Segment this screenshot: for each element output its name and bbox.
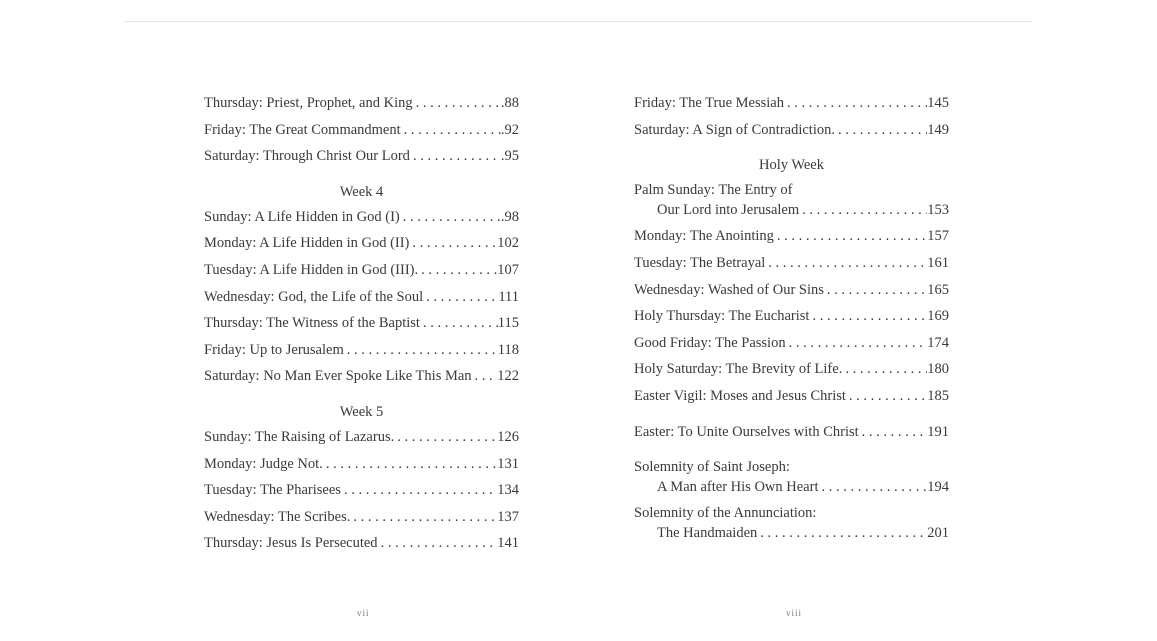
toc-entry[interactable] <box>204 535 519 562</box>
page-number: 137 <box>497 508 519 525</box>
page-number: 115 <box>497 315 519 332</box>
entry-title: Tuesday: The Pharisees <box>204 482 341 499</box>
entry-title: Friday: The Great Commandment <box>204 121 401 138</box>
dot-leader <box>341 482 497 499</box>
toc-entry[interactable] <box>204 429 519 456</box>
dot-leader <box>799 202 927 219</box>
page-number: 122 <box>497 368 519 385</box>
entry-title: Friday: The True Messiah <box>634 95 784 111</box>
dot-leader <box>472 368 498 385</box>
left-page-contents <box>204 95 519 562</box>
entry-title: Saturday: Through Christ Our Lord <box>204 148 410 165</box>
entry-title: Monday: The Anointing <box>634 228 774 245</box>
dot-leader <box>824 282 927 299</box>
entry-title: Easter: To Unite Ourselves with Christ <box>634 423 859 440</box>
toc-entry[interactable] <box>204 209 519 236</box>
toc-entry[interactable] <box>204 262 519 289</box>
entry-continuation <box>634 479 949 506</box>
dot-leader <box>413 95 501 112</box>
page-number: 194 <box>927 478 949 495</box>
dot-leader <box>409 235 497 252</box>
toc-entry[interactable] <box>204 342 519 369</box>
page-number: 174 <box>927 334 949 351</box>
toc-entry[interactable] <box>204 482 519 509</box>
entry-title: Saturday: A Sign of Contradiction. <box>634 121 835 138</box>
toc-entry[interactable] <box>634 335 949 362</box>
toc-entry[interactable] <box>634 122 949 149</box>
page-number: .98 <box>500 208 519 225</box>
page-number: 191 <box>927 423 949 440</box>
page-number: .95 <box>500 148 519 165</box>
dot-leader <box>859 424 928 441</box>
toc-entry[interactable] <box>204 235 519 262</box>
toc-entry[interactable] <box>634 308 949 335</box>
toc-entry[interactable] <box>204 95 519 122</box>
dot-leader <box>818 479 927 496</box>
page-number: .92 <box>500 121 519 138</box>
entry-title: Sunday: The Raising of Lazarus. <box>204 428 395 445</box>
page-number: 149 <box>927 121 949 138</box>
page-number: 126 <box>497 428 519 445</box>
section-heading-week-4: Week 4 <box>339 183 384 200</box>
toc-entry[interactable] <box>204 509 519 536</box>
page-folio-left: vii <box>357 608 370 618</box>
toc-entry-annunciation[interactable] <box>634 505 949 551</box>
entry-title-line1: Solemnity of Saint Joseph: <box>634 459 790 476</box>
entry-title: Monday: Judge Not. <box>204 455 323 472</box>
dot-leader <box>835 122 927 139</box>
dot-leader <box>401 122 501 139</box>
toc-entry[interactable] <box>634 228 949 255</box>
entry-title: Saturday: No Man Ever Spoke Like This Man <box>204 368 472 385</box>
dot-leader <box>786 335 928 352</box>
toc-entry[interactable] <box>204 122 519 149</box>
dot-leader <box>784 95 927 112</box>
toc-entry[interactable] <box>634 361 949 388</box>
dot-leader <box>410 148 501 165</box>
page-number: 141 <box>497 535 519 552</box>
page-number: 131 <box>497 455 519 472</box>
page-number: 165 <box>927 281 949 298</box>
entry-title: Wednesday: Washed of Our Sins <box>634 281 824 298</box>
page-number: 161 <box>927 254 949 271</box>
page-number: .88 <box>500 95 519 111</box>
entry-title: Tuesday: The Betrayal <box>634 254 766 271</box>
dot-leader <box>418 262 497 279</box>
entry-title: Thursday: Jesus Is Persecuted <box>204 535 378 552</box>
page-number: 180 <box>927 361 949 378</box>
dot-leader <box>765 255 927 272</box>
page-number: 102 <box>497 235 519 252</box>
page-number: 185 <box>927 387 949 404</box>
dot-leader <box>344 342 498 359</box>
entry-title: Friday: Up to Jerusalem <box>204 341 344 358</box>
entry-title: Monday: A Life Hidden in God (II) <box>204 235 410 252</box>
entry-title: Holy Thursday: The Eucharist <box>634 308 810 325</box>
toc-entry[interactable] <box>204 315 519 342</box>
entry-title: Wednesday: The Scribes. <box>204 508 351 525</box>
dot-leader <box>846 388 927 405</box>
page-number: 107 <box>497 261 519 278</box>
toc-entry[interactable] <box>634 388 949 415</box>
entry-title: Good Friday: The Passion <box>634 334 786 351</box>
entry-title-line1: Solemnity of the Annunciation: <box>634 505 817 522</box>
toc-entry[interactable] <box>634 95 949 122</box>
toc-entry[interactable] <box>204 456 519 483</box>
dot-leader <box>323 456 497 473</box>
toc-entry-saint-joseph[interactable] <box>634 459 949 505</box>
entry-continuation <box>634 202 949 229</box>
right-page-contents <box>634 95 949 552</box>
toc-entry[interactable] <box>204 289 519 316</box>
page-number: 201 <box>927 524 949 541</box>
dot-leader <box>350 509 497 526</box>
entry-title: Tuesday: A Life Hidden in God (III). <box>204 261 419 278</box>
page-number: 153 <box>927 201 949 218</box>
entry-title: Thursday: The Witness of the Baptist <box>204 315 420 332</box>
entry-title-line2: A Man after His Own Heart <box>657 478 819 495</box>
page-number: 145 <box>927 95 949 111</box>
dot-leader <box>757 525 927 542</box>
dot-leader <box>774 228 927 245</box>
toc-entry-palm-sunday[interactable] <box>634 182 949 228</box>
dot-leader <box>394 429 497 446</box>
page-number: 157 <box>927 228 949 245</box>
toc-entry-easter[interactable] <box>634 424 949 451</box>
page-number: 111 <box>498 288 519 305</box>
entry-title-line2: The Handmaiden <box>657 524 758 541</box>
top-divider <box>125 21 1032 22</box>
dot-leader <box>400 209 501 226</box>
toc-entry[interactable] <box>634 255 949 282</box>
section-heading-holy-week: Holy Week <box>758 157 824 174</box>
entry-title-line1: Palm Sunday: The Entry of <box>634 182 793 199</box>
entry-title-line2: Our Lord into Jerusalem <box>657 201 800 218</box>
entry-title: Holy Saturday: The Brevity of Life. <box>634 361 843 378</box>
dot-leader <box>842 361 927 378</box>
dot-leader <box>809 308 927 325</box>
entry-title: Thursday: Priest, Prophet, and King <box>204 95 413 111</box>
entry-title: Wednesday: God, the Life of the Soul <box>204 288 424 305</box>
page-number: 134 <box>497 482 519 499</box>
entry-continuation <box>634 525 949 552</box>
page-number: 169 <box>927 308 949 325</box>
entry-title: Easter Vigil: Moses and Jesus Christ <box>634 387 846 404</box>
dot-leader <box>420 315 498 332</box>
section-heading-week-5: Week 5 <box>339 403 384 420</box>
dot-leader <box>423 289 498 306</box>
dot-leader <box>378 535 498 552</box>
toc-entry[interactable] <box>204 148 519 175</box>
entry-title: Sunday: A Life Hidden in God (I) <box>204 208 400 225</box>
page-folio-right: viii <box>786 608 803 618</box>
page-number: 118 <box>497 341 519 358</box>
toc-entry[interactable] <box>634 282 949 309</box>
toc-entry[interactable] <box>204 368 519 395</box>
